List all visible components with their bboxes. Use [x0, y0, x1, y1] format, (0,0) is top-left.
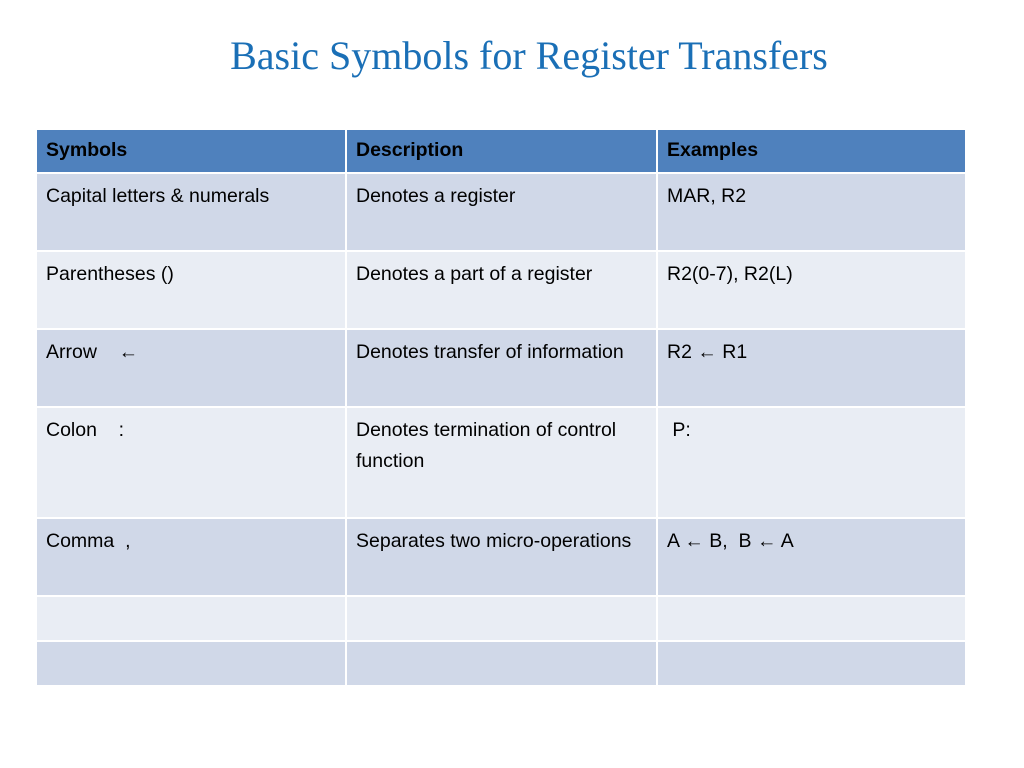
- cell-symbol: Capital letters & numerals: [36, 173, 346, 251]
- table-row: [36, 329, 966, 407]
- table-row: [36, 407, 966, 518]
- table-row: [36, 518, 966, 596]
- cell-symbol: [36, 596, 346, 641]
- cell-description: [346, 641, 657, 686]
- cell-symbol: Comma ,: [36, 518, 346, 596]
- header-examples: Examples: [657, 129, 966, 173]
- table-row-empty: [36, 596, 966, 641]
- cell-example: R2(0-7), R2(L): [657, 251, 966, 329]
- cell-description: Denotes a part of a register: [346, 251, 657, 329]
- cell-symbol: Arrow ←: [36, 329, 346, 407]
- cell-description: Denotes termination of control function: [346, 407, 657, 518]
- header-description: Description: [346, 129, 657, 173]
- cell-example: [657, 596, 966, 641]
- cell-symbol: Colon :: [36, 407, 346, 518]
- table-header-row: [36, 129, 966, 173]
- cell-example: P:: [657, 407, 966, 518]
- register-transfer-symbols-table: [35, 128, 967, 687]
- cell-example: [657, 641, 966, 686]
- table-row: [36, 251, 966, 329]
- slide-title: Basic Symbols for Register Transfers: [230, 33, 828, 78]
- cell-example: R2 ← R1: [657, 329, 966, 407]
- cell-description: [346, 596, 657, 641]
- cell-description: Denotes transfer of information: [346, 329, 657, 407]
- table-row-empty: [36, 641, 966, 686]
- cell-example: MAR, R2: [657, 173, 966, 251]
- cell-description: Separates two micro-operations: [346, 518, 657, 596]
- cell-description: Denotes a register: [346, 173, 657, 251]
- header-symbols: Symbols: [36, 129, 346, 173]
- cell-example: A ← B, B ← A: [657, 518, 966, 596]
- table-row: [36, 173, 966, 251]
- cell-symbol: Parentheses (): [36, 251, 346, 329]
- cell-symbol: [36, 641, 346, 686]
